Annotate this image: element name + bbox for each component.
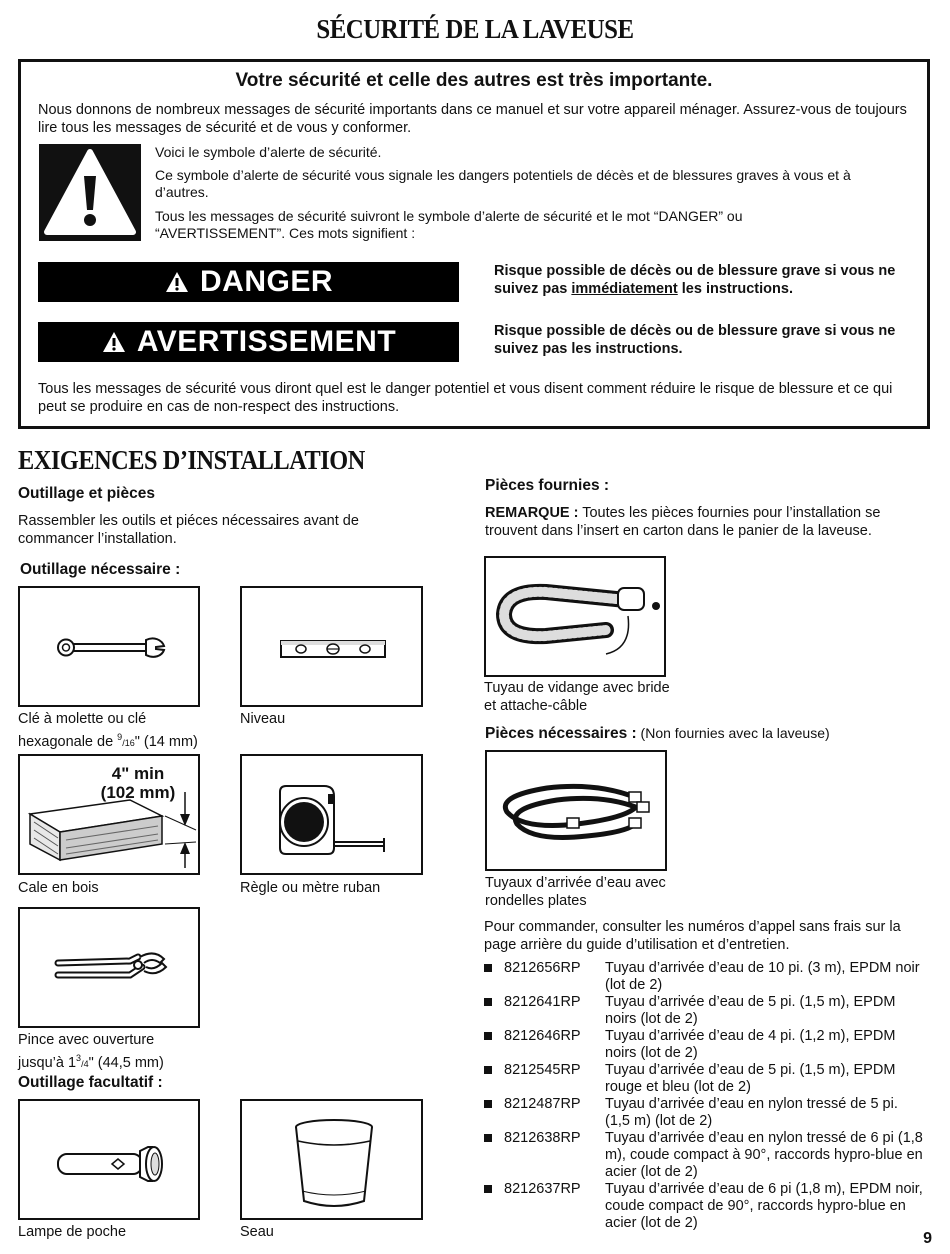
symbol-text: Voici le symbole d’alerte de sécurité. <box>155 144 382 160</box>
inlet-hoses-illustration <box>485 750 667 871</box>
inlet-hoses-caption: Tuyaux d’arrivée d’eau avec rondelles plates <box>485 875 666 909</box>
level-illustration <box>240 586 423 707</box>
tools-intro: Rassembler les outils et piéces nécessaires avant de commancer l’installation. <box>18 513 359 547</box>
bullet-icon <box>484 964 492 972</box>
warning-triangle-icon <box>39 144 141 241</box>
safety-intro: Nous donnons de nombreux messages de sécurité importants dans ce manuel et sur votre appareil ménager. Assurez-vous de toujours lire tous les messages de sécurité et de vous y conformer. <box>38 102 907 136</box>
supplied-parts-heading: Pièces fournies : <box>485 477 610 494</box>
list-item: 8212641RP Tuyau d’arrivée d’eau de 5 pi. (1,5 m), EPDM noirs (lot de 2) <box>484 994 934 1028</box>
flashlight-illustration <box>18 1099 200 1220</box>
page-title: SÉCURITÉ DE LA LAVEUSE <box>316 14 634 44</box>
order-text: Pour commander, consulter les numéros d’appel sans frais sur la page arrière du guide d’utilisation et d’entretien. <box>484 919 901 953</box>
bucket-illustration <box>240 1099 423 1220</box>
warning-bar <box>38 322 459 362</box>
safety-alert-symbol <box>39 144 141 241</box>
tools-heading: Outillage et pièces <box>18 485 155 502</box>
drain-hose-illustration <box>484 556 666 677</box>
bucket-caption: Seau <box>240 1224 274 1240</box>
bullet-icon <box>484 1066 492 1074</box>
wrench-caption: Clé à molette ou clé hexagonale de $^9$/16" (14 mm) <box>18 711 198 750</box>
section-title: EXIGENCES D’INSTALLATION <box>18 445 365 475</box>
tape-measure-illustration <box>240 754 423 875</box>
level-icon <box>242 588 421 705</box>
inlet-hoses-icon <box>487 752 665 869</box>
follow-text: Tous les messages de sécurité suivront le symbole d’alerte de sécurité et le mot “DANGER” ou “AVERTISSEMENT”. Ces mots signifient : <box>155 208 743 241</box>
tape-measure-caption: Règle ou mètre ruban <box>240 880 381 896</box>
list-item: 8212646RP Tuyau d’arrivée d’eau de 4 pi. (1,2 m), EPDM noirs (lot de 2) <box>484 1028 934 1062</box>
parts-list <box>484 960 934 1232</box>
wrench-icon <box>20 588 198 705</box>
page-number: 9 <box>923 1230 932 1247</box>
safety-box <box>18 59 930 429</box>
symbol-meaning: Ce symbole d’alerte de sécurité vous signale les dangers potentiels de décès et de blessures graves à vous et à d’autres. <box>155 167 851 200</box>
flashlight-icon <box>20 1101 198 1218</box>
pliers-caption: Pince avec ouverture jusqu’à $1^3/4$" (44,5 mm) <box>18 1032 164 1071</box>
list-item: 8212545RP Tuyau d’arrivée d’eau de 5 pi. (1,5 m), EPDM rouge et bleu (lot de 2) <box>484 1062 934 1096</box>
block-dimension-imperial: 4" min <box>111 764 165 783</box>
optional-tools-heading: Outillage facultatif : <box>18 1074 163 1091</box>
bullet-icon <box>484 998 492 1006</box>
drain-hose-icon <box>486 558 664 675</box>
flashlight-caption: Lampe de poche <box>18 1224 127 1240</box>
list-item: 8212487RP Tuyau d’arrivée d’eau en nylon tressé de 5 pi. (1,5 m) (lot de 2) <box>484 1096 934 1130</box>
required-tools-heading: Outillage nécessaire : <box>20 561 181 578</box>
level-caption: Niveau <box>240 711 286 727</box>
list-item: 8212638RP Tuyau d’arrivée d’eau en nylon tressé de 6 pi (1,8 m), coude compact à 90°, raccords hypro-blue en acier (lot de 2) <box>484 1130 934 1181</box>
bullet-icon <box>484 1032 492 1040</box>
needed-parts-heading: Pièces nécessaires : (Non fournies avec la laveuse) <box>485 725 830 742</box>
drain-hose-caption: Tuyau de vidange avec bride et attache-câble <box>484 680 670 714</box>
pliers-icon <box>20 909 198 1026</box>
block-dimension-metric: (102 mm) <box>100 783 176 802</box>
safety-heading: Votre sécurité et celle des autres est très importante. <box>235 70 713 91</box>
pliers-illustration <box>18 907 200 1028</box>
emphasis-word: immédiatement <box>571 281 678 297</box>
danger-label: DANGER <box>199 265 333 298</box>
warning-label: AVERTISSEMENT <box>136 325 397 358</box>
bucket-icon <box>242 1101 421 1218</box>
wrench-illustration <box>18 586 200 707</box>
bullet-icon <box>484 1185 492 1193</box>
danger-bar <box>38 262 459 302</box>
tape-measure-icon <box>242 756 421 873</box>
warning-triangle-icon <box>164 270 190 294</box>
list-item: 8212637RP Tuyau d’arrivée d’eau de 6 pi (1,8 m), EPDM noir, coude compact de 90°, raccords hypro-blue en acier (lot de 2) <box>484 1181 934 1232</box>
wood-block-illustration <box>18 754 200 875</box>
bullet-icon <box>484 1100 492 1108</box>
safety-closing: Tous les messages de sécurité vous diront quel est le danger potentiel et vous disent comment réduire le risque de blessure et ce qui peut se produire en cas de non-respect des instructions. <box>38 381 893 415</box>
wood-block-caption: Cale en bois <box>18 880 99 896</box>
warning-triangle-icon <box>101 330 127 354</box>
list-item: 8212656RP Tuyau d’arrivée d’eau de 10 pi. (3 m), EPDM noir (lot de 2) <box>484 960 934 994</box>
warning-description: Risque possible de décès ou de blessure grave si vous ne suivez pas les instructions. <box>494 323 896 357</box>
supplied-parts-note: REMARQUE : Toutes les pièces fournies pour l’installation se trouvent dans l’insert en carton dans le panier de la laveuse. <box>485 505 881 539</box>
danger-description: Risque possible de décès ou de blessure grave si vous ne suivez pas immédiatement les instructions. <box>494 263 896 297</box>
bullet-icon <box>484 1134 492 1142</box>
